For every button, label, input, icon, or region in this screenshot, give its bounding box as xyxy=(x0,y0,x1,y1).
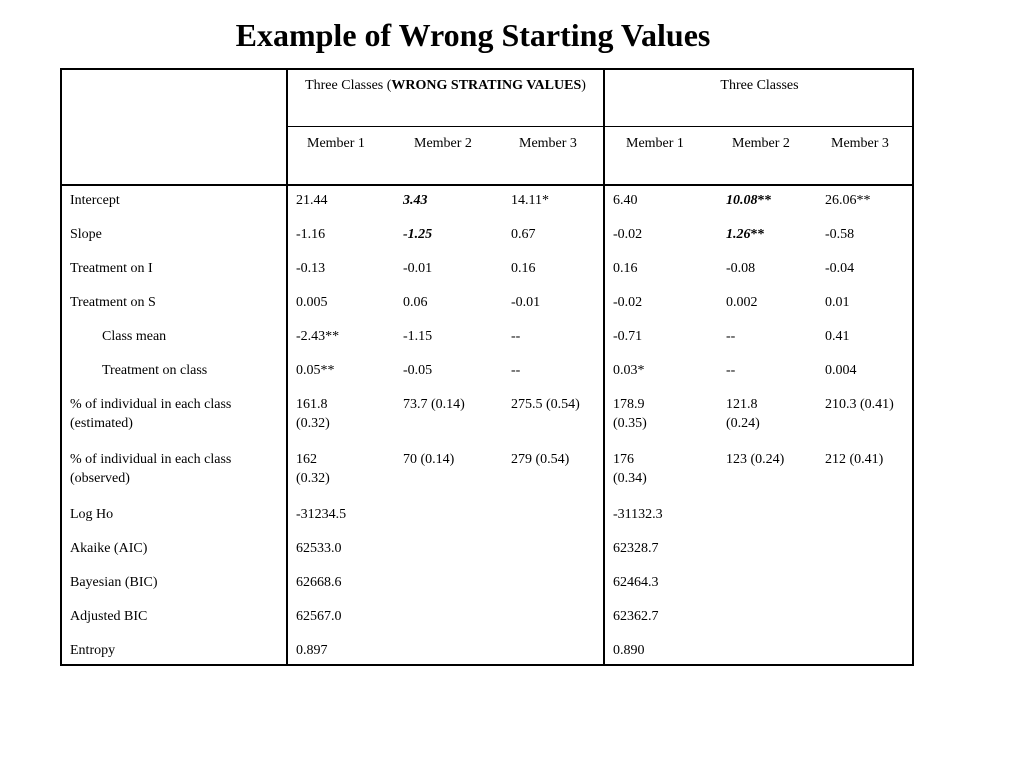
cell-value: 3.43 xyxy=(403,193,428,208)
table-cell xyxy=(825,328,850,346)
cell-value: -1.15 xyxy=(403,329,433,344)
table-cell-line2: (0.35) xyxy=(613,416,647,431)
page-title: Example of Wrong Starting Values xyxy=(235,17,711,53)
cell-value: -0.08 xyxy=(726,261,756,276)
table-cell-line2: (0.34) xyxy=(613,471,647,486)
cell-value: 0.890 xyxy=(613,643,645,658)
row-label: Class mean xyxy=(102,329,167,344)
cell-value: -- xyxy=(511,329,521,344)
cell-value: 73.7 (0.14) xyxy=(403,397,465,412)
cell-value: 121.8 xyxy=(726,397,758,412)
column-divider xyxy=(286,70,288,664)
table-cell xyxy=(511,294,540,312)
cell-value: 62464.3 xyxy=(613,575,659,590)
cell-value: 0.03* xyxy=(613,363,645,378)
member-header: Member 2 xyxy=(414,136,472,151)
cell-value: -0.13 xyxy=(296,261,326,276)
cell-value: 6.40 xyxy=(613,193,638,208)
cell-value: -- xyxy=(511,363,521,378)
group-header-bold: WRONG STRATING VALUES xyxy=(391,78,582,93)
table-cell xyxy=(613,260,638,278)
table-cell xyxy=(613,574,659,592)
cell-value: -0.01 xyxy=(511,295,541,310)
table-cell xyxy=(403,362,432,380)
cell-value: 0.005 xyxy=(296,295,328,310)
table-cell xyxy=(726,260,755,278)
member-header: Member 1 xyxy=(307,136,365,151)
row-label: Treatment on class xyxy=(102,363,208,378)
cell-value: 161.8 xyxy=(296,397,328,412)
table-cell xyxy=(613,362,645,380)
row-label: % of individual in each class xyxy=(70,397,232,412)
cell-value: 0.05** xyxy=(296,363,335,378)
table-cell xyxy=(825,451,883,469)
cell-significance: ** xyxy=(757,193,772,208)
cell-value: -- xyxy=(726,363,736,378)
table-cell xyxy=(511,396,580,414)
cell-value: 275.5 (0.54) xyxy=(511,397,580,412)
cell-value: 162 xyxy=(296,452,317,467)
row-label-line2: (observed) xyxy=(70,471,130,486)
table-cell xyxy=(296,642,328,660)
cell-value: 14.11* xyxy=(511,193,549,208)
cell-value: 176 xyxy=(613,452,634,467)
cell-value: -1.25 xyxy=(403,227,433,242)
cell-value: -0.05 xyxy=(403,363,433,378)
cell-value: 123 (0.24) xyxy=(726,452,785,467)
row-label: Entropy xyxy=(70,643,116,658)
group-header-wrong-values xyxy=(288,77,603,95)
cell-value: -2.43** xyxy=(296,329,340,344)
table-cell xyxy=(296,260,325,278)
table-cell xyxy=(511,192,549,210)
table-cell xyxy=(825,396,894,414)
table-cell xyxy=(726,362,735,380)
table-cell xyxy=(511,226,536,244)
cell-value: 0.16 xyxy=(613,261,638,276)
table-cell xyxy=(613,192,638,210)
table-cell xyxy=(403,260,432,278)
table-cell xyxy=(296,506,346,524)
cell-value: 0.004 xyxy=(825,363,857,378)
table-cell xyxy=(825,192,871,210)
table-cell-line2: (0.32) xyxy=(296,416,330,431)
cell-value: -0.58 xyxy=(825,227,855,242)
row-label: Intercept xyxy=(70,193,120,208)
table-cell xyxy=(403,328,432,346)
cell-significance: ** xyxy=(750,227,765,242)
table-cell xyxy=(726,396,758,414)
table-cell xyxy=(296,451,317,469)
cell-value: 0.41 xyxy=(825,329,850,344)
cell-value: 0.002 xyxy=(726,295,758,310)
cell-value: 62567.0 xyxy=(296,609,342,624)
table-cell xyxy=(296,540,342,558)
table-cell xyxy=(613,294,642,312)
table-cell xyxy=(613,328,642,346)
results-table xyxy=(60,68,914,666)
table-cell xyxy=(825,226,854,244)
table-cell xyxy=(726,294,758,312)
header-divider xyxy=(286,126,912,127)
cell-value: 21.44 xyxy=(296,193,328,208)
row-label-line2: (estimated) xyxy=(70,416,133,431)
table-cell xyxy=(511,328,520,346)
cell-value: 70 (0.14) xyxy=(403,452,455,467)
row-label: % of individual in each class xyxy=(70,452,232,467)
table-cell xyxy=(296,192,328,210)
table-cell xyxy=(296,294,328,312)
table-cell-line2: (0.24) xyxy=(726,416,760,431)
table-cell xyxy=(613,506,663,524)
row-label: Treatment on S xyxy=(70,295,156,310)
table-cell xyxy=(726,192,772,210)
table-cell-line2: (0.32) xyxy=(296,471,330,486)
table-cell xyxy=(726,328,735,346)
cell-value: 62533.0 xyxy=(296,541,342,556)
cell-value: 0.67 xyxy=(511,227,536,242)
column-divider xyxy=(603,70,605,664)
group-header-suffix: ) xyxy=(581,78,586,93)
table-cell xyxy=(726,451,784,469)
cell-value: -- xyxy=(726,329,736,344)
member-header: Member 1 xyxy=(626,136,684,151)
table-cell xyxy=(511,260,536,278)
group-header-prefix: Three Classes ( xyxy=(305,78,392,93)
table-cell xyxy=(613,642,645,660)
row-label: Bayesian (BIC) xyxy=(70,575,158,590)
table-cell xyxy=(296,608,342,626)
cell-value: -0.04 xyxy=(825,261,855,276)
cell-value: 0.16 xyxy=(511,261,536,276)
table-cell xyxy=(613,608,659,626)
cell-value: 10.08 xyxy=(726,193,758,208)
cell-value: -1.16 xyxy=(296,227,326,242)
table-cell xyxy=(511,362,520,380)
cell-value: -31234.5 xyxy=(296,507,347,522)
row-label: Log Ho xyxy=(70,507,114,522)
table-cell xyxy=(613,396,645,414)
table-cell xyxy=(403,226,432,244)
table-cell xyxy=(613,226,642,244)
cell-value: 279 (0.54) xyxy=(511,452,570,467)
table-cell xyxy=(296,328,339,346)
member-header: Member 3 xyxy=(519,136,577,151)
table-cell xyxy=(296,396,328,414)
cell-value: 1.26 xyxy=(726,227,751,242)
table-cell xyxy=(403,192,428,210)
cell-value: 178.9 xyxy=(613,397,645,412)
member-header: Member 2 xyxy=(732,136,790,151)
header-bottom-rule xyxy=(62,184,912,186)
cell-value: -0.01 xyxy=(403,261,433,276)
table-cell xyxy=(511,451,569,469)
table-cell xyxy=(726,226,765,244)
table-cell xyxy=(403,396,465,414)
table-cell xyxy=(613,451,634,469)
group-header-three-classes: Three Classes xyxy=(720,78,799,93)
table-cell xyxy=(403,294,428,312)
cell-value: 62328.7 xyxy=(613,541,659,556)
cell-value: 26.06** xyxy=(825,193,871,208)
row-label: Slope xyxy=(70,227,102,242)
table-cell xyxy=(403,451,454,469)
cell-value: 0.01 xyxy=(825,295,850,310)
cell-value: -0.02 xyxy=(613,295,643,310)
table-cell xyxy=(613,540,659,558)
member-header: Member 3 xyxy=(831,136,889,151)
cell-value: 0.897 xyxy=(296,643,328,658)
cell-value: 210.3 (0.41) xyxy=(825,397,894,412)
cell-value: 212 (0.41) xyxy=(825,452,884,467)
row-label: Akaike (AIC) xyxy=(70,541,148,556)
cell-value: 0.06 xyxy=(403,295,428,310)
table-cell xyxy=(296,574,342,592)
cell-value: 62668.6 xyxy=(296,575,342,590)
cell-value: 62362.7 xyxy=(613,609,659,624)
table-cell xyxy=(296,362,335,380)
row-label: Adjusted BIC xyxy=(70,609,148,624)
cell-value: -0.71 xyxy=(613,329,643,344)
table-cell xyxy=(825,294,850,312)
cell-value: -31132.3 xyxy=(613,507,663,522)
table-cell xyxy=(825,362,857,380)
row-label: Treatment on I xyxy=(70,261,153,276)
table-cell xyxy=(296,226,325,244)
table-cell xyxy=(825,260,854,278)
cell-value: -0.02 xyxy=(613,227,643,242)
